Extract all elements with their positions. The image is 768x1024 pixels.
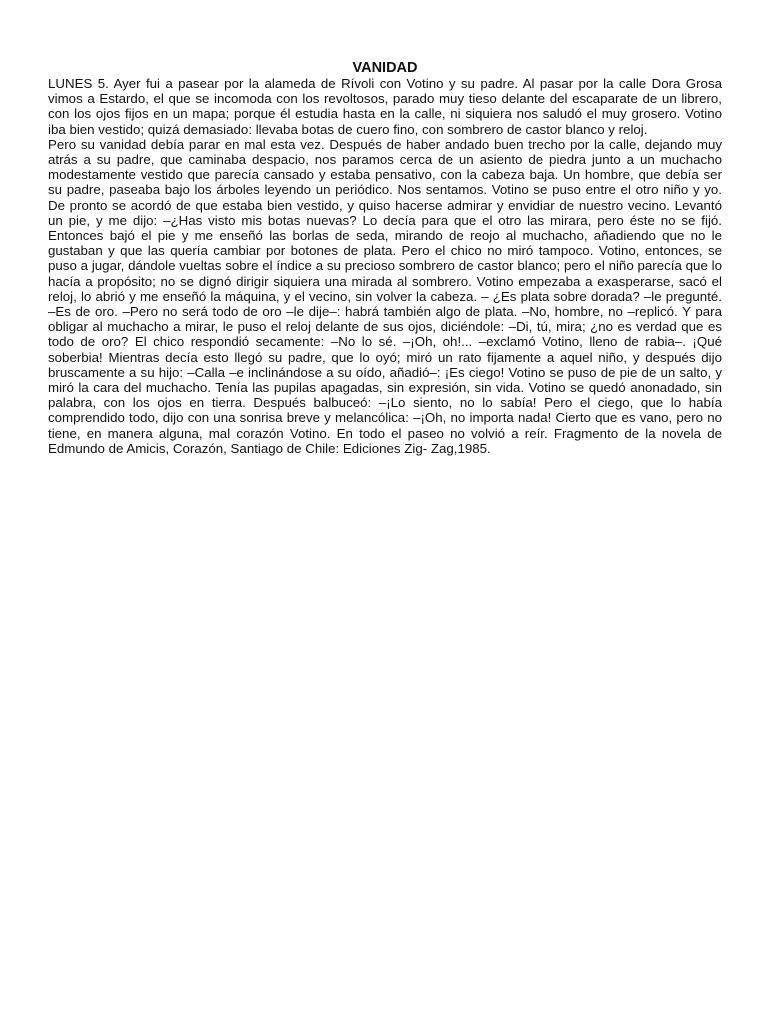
paragraph-story: Pero su vanidad debía parar en mal esta vez. Después de haber andado buen trecho por la calle, dejando muy atrás a su padre, que caminaba despacio, nos paramos cerca de un asiento de piedra junto a un muchacho modestamente vestido que parecía cansado y estaba pensativo, con la cabeza baja. Un hombre, que debía ser su padre, paseaba bajo los árboles leyendo un periódico. Nos sentamos. Votino se puso entre el otro niño y yo. De pronto se acordó de que estaba bien vestido, y quiso hacerse admirar y envidiar de nuestro vecino. Levantó un pie, y me dijo: –¿Has visto mis botas nuevas? Lo decía para que el otro las mirara, pero éste no se fijó. Entonces bajó el pie y me enseñó las borlas de seda, mirando de reojo al muchacho, añadiendo que no le gustaban y que las quería cambiar por botones de plata. Pero el chico no miró tampoco. Votino, entonces, se puso a jugar, dándole vueltas sobre el índice a su precioso sombrero de castor blanco; pero el niño parecía que lo hacía a propósito; no se dignó dirigir siquiera una mirada al sombrero. Votino empezaba a exasperarse, sacó el reloj, lo abrió y me enseñó la máquina, y el vecino, sin volver la cabeza. – ¿Es plata sobre dorada? –le pregunté. –Es de oro. –Pero no será todo de oro –le dije–: habrá también algo de plata. –No, hombre, no –replicó. Y para obligar al muchacho a mirar, le puso el reloj delante de sus ojos, diciéndole: –Di, tú, mira; ¿no es verdad que es todo de oro? El chico respondió secamente: –No lo sé. –¡Oh, oh!... –exclamó Votino, lleno de rabia–. ¡Qué soberbia! Mientras decía esto llegó su padre, que lo oyó; miró un rato fijamente a aquel niño, y después dijo bruscamente a su hijo: –Calla –e inclinándose a su oído, añadió–: ¡Es ciego! Votino se puso de pie de un salto, y miró la cara del muchacho. Tenía las pupilas apagadas, sin expresión, sin vida. Votino se quedó anonadado, sin palabra, con los ojos en tierra. Después balbuceó: –¡Lo siento, no lo sabía! Pero el ciego, que lo había comprendido todo, dijo con una sonrisa breve y melancólica: –¡Oh, no importa nada! Cierto que es vano, pero no tiene, en manera alguna, mal corazón Votino. En todo el paseo no volvió a reír. Fragmento de la novela de Edmundo de Amicis, Corazón, Santiago de Chile: Ediciones Zig- Zag,1985.	[48, 136, 722, 456]
paragraph-intro: LUNES 5. Ayer fui a pasear por la alameda de Rívoli con Votino y su padre. Al pasar por la calle Dora Grosa vimos a Estardo, el que se incomoda con los revoltosos, parado muy tieso delante del escaparate de un librero, con los ojos fijos en un mapa; porque él estudia hasta en la calle, ni siquiera nos saludó el muy grosero. Votino iba bien vestido; quizá demasiado: llevaba botas de cuero fino, con sombrero de castor blanco y reloj.	[48, 76, 722, 137]
document-title: VANIDAD	[352, 60, 418, 76]
document-page	[48, 60, 722, 456]
